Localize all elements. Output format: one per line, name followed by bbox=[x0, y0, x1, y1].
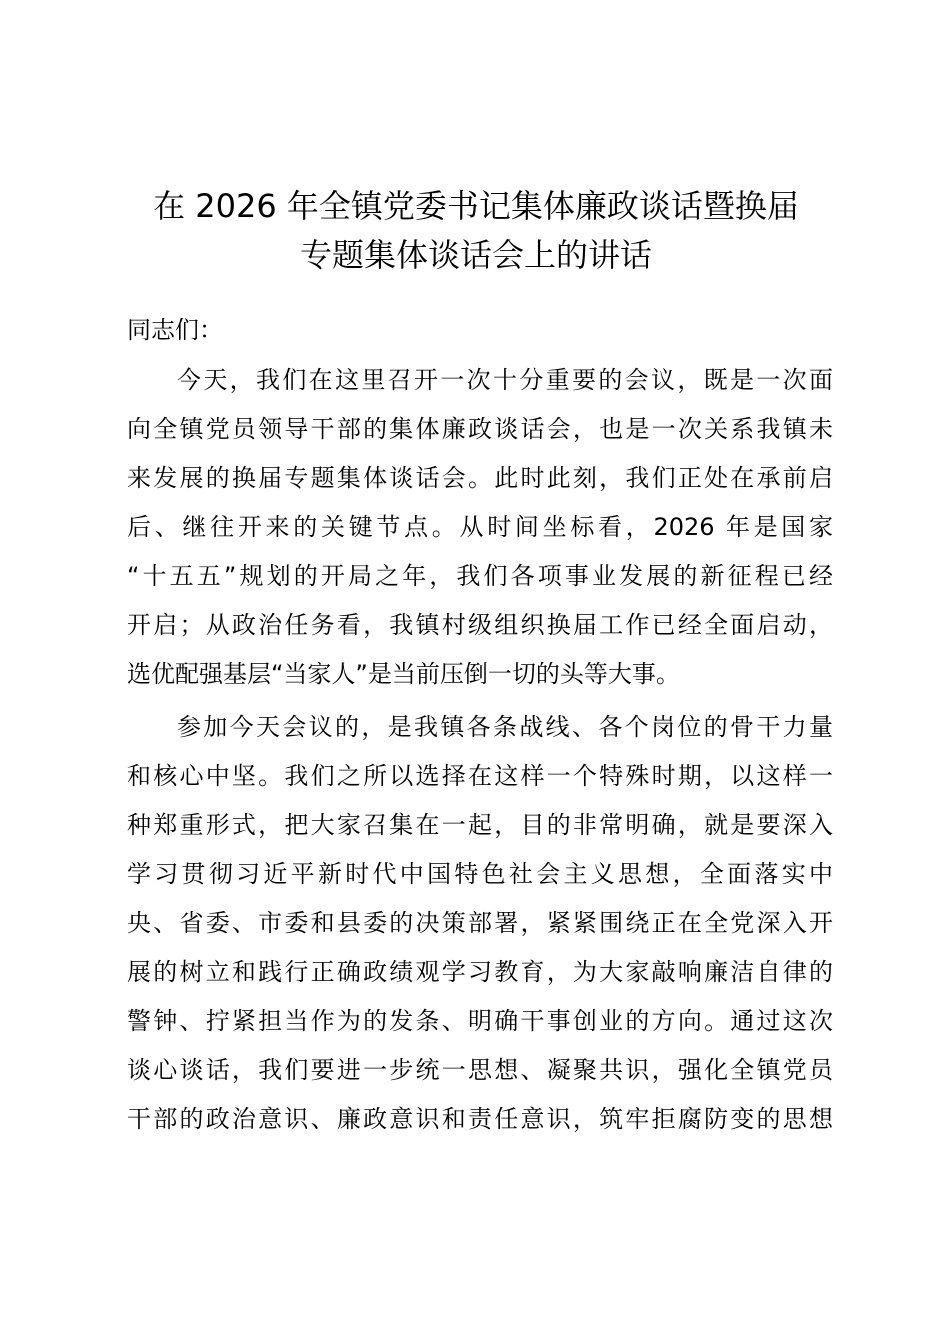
paragraph-line: 谈心谈话，我们要进一步统一思想、凝聚共识，强化全镇党员 bbox=[127, 1056, 833, 1084]
paragraph-line: “十五五”规划的开局之年，我们各项事业发展的新征程已经 bbox=[127, 562, 833, 590]
paragraph-line: 央、省委、市委和县委的决策部署，紧紧围绕正在全党深入开 bbox=[127, 909, 833, 937]
paragraph-line: 来发展的换届专题集体谈话会。此时此刻，我们正处在承前启 bbox=[127, 464, 833, 492]
paragraph-line: 和核心中坚。我们之所以选择在这样一个特殊时期，以这样一 bbox=[127, 762, 833, 790]
paragraph-line: 开启；从政治任务看，我镇村级组织换届工作已经全面启动， bbox=[127, 611, 833, 639]
paragraph-line: 今天，我们在这里召开一次十分重要的会议，既是一次面 bbox=[177, 366, 833, 394]
paragraph-line: 干部的政治意识、廉政意识和责任意识，筑牢拒腐防变的思想 bbox=[127, 1105, 833, 1133]
paragraph-line: 参加今天会议的，是我镇各条战线、各个岗位的骨干力量 bbox=[177, 713, 833, 741]
paragraph-line: 警钟、拧紧担当作为的发条、明确干事创业的方向。通过这次 bbox=[127, 1007, 833, 1035]
paragraph-line: 向全镇党员领导干部的集体廉政谈话会，也是一次关系我镇未 bbox=[127, 415, 833, 443]
paragraph-line: 种郑重形式，把大家召集在一起，目的非常明确，就是要深入 bbox=[127, 811, 833, 839]
paragraph-line: 学习贯彻习近平新时代中国特色社会主义思想，全面落实中 bbox=[127, 860, 833, 888]
salutation: 同志们： bbox=[127, 316, 223, 344]
paragraph-line: 后、继往开来的关键节点。从时间坐标看，2026 年是国家 bbox=[127, 513, 833, 541]
document-title-line-1: 在 2026 年全镇党委书记集体廉政谈话暨换届 bbox=[153, 187, 799, 225]
document-title-line-2: 专题集体谈话会上的讲话 bbox=[299, 236, 652, 274]
paragraph-line: 展的树立和践行正确政绩观学习教育，为大家敲响廉洁自律的 bbox=[127, 958, 833, 986]
paragraph-line: 选优配强基层“当家人”是当前压倒一切的头等大事。 bbox=[127, 660, 680, 688]
